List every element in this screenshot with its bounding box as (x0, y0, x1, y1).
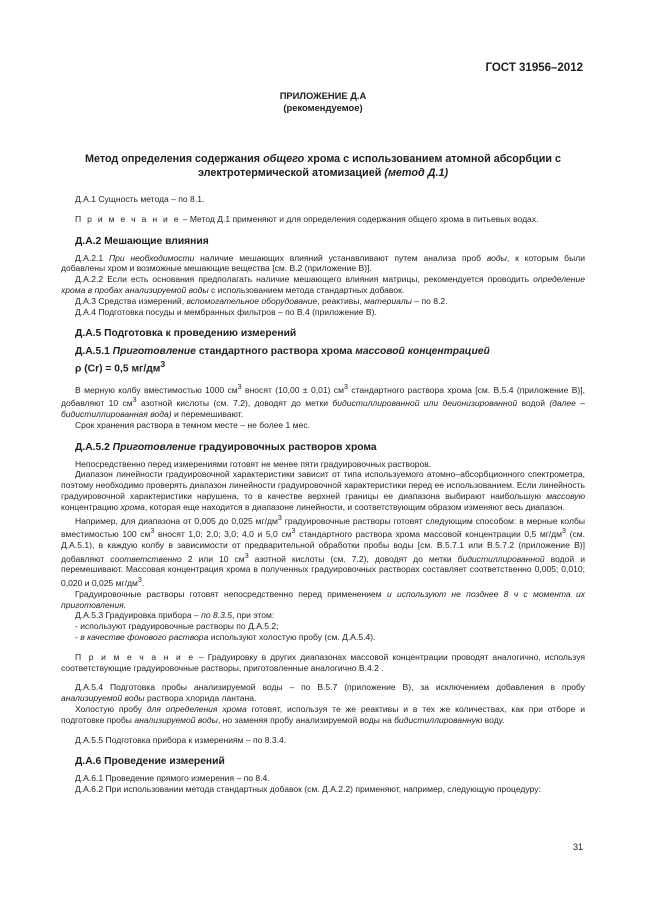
note-2: П р и м е ч а н и е – Градуировку в других диапазонах массовой концентрации проводят аналогично, используя соответствующие градуировочные растворы, приготовленные аналогично В.4.2 . (61, 651, 586, 673)
paragraph-da22: Д.А.2.2 Если есть основания предполагать наличие мешающего влияния матрицы, рекомендуется проводить определение хрома в пробах анализируемой воды с использованием метода стандартных добавок. (61, 274, 585, 295)
annex-heading (0, 90, 646, 114)
paragraph-da52-a: Непосредственно перед измерениями готовят не менее пяти градуировочных растворов. (75, 458, 432, 469)
section-heading-da6: Д.А.6 Проведение измерений (75, 756, 225, 768)
section-heading-da5: Д.А.5 Подготовка к проведению измерений (75, 328, 297, 340)
note-label: П р и м е ч а н и е (75, 213, 181, 224)
section-heading-da52: Д.А.5.2 Приготовление градуировочных растворов хрома (75, 441, 377, 453)
section-heading-da2: Д.А.2 Мешающие влияния (75, 235, 209, 247)
list-item: - в качестве фонового раствора используют холостую пробу (см. Д.А.5.4). (75, 632, 376, 642)
method-title: Метод определения содержания общего хрома с использованием атомной абсорбции с электротермической атомизацией (метод Д.1) (84, 153, 562, 179)
paragraph-da55: Д.А.5.5 Подготовка прибора к измерениям – по 8.3.4. (75, 734, 287, 745)
note-1: П р и м е ч а н и е – Метод Д.1 применяют и для определения содержания общего хрома в питьевых водах. (75, 213, 539, 224)
paragraph-da21: Д.А.2.1 При необходимости наличие мешающих влияний устанавливают путем анализа проб воды, к которым были добавлены хром и возможные мешающие вещества [см. В.2 (приложение В)]. (61, 252, 585, 274)
paragraph-da62: Д.А.6.2 При использовании метода стандартных добавок (см. Д.А.2.2) применяют, например, следующую процедуру: (75, 784, 541, 795)
annex-title: ПРИЛОЖЕНИЕ Д.А (279, 90, 367, 101)
paragraph-blank-sample: Холостую пробу для определения хрома готовят, используя те же реактивы и в тех же количествах, как при отборе и подготовке пробы анализируемой воды, но заменяя пробу анализируемой воды на бидистиллированную воду. (61, 703, 585, 725)
paragraph-da51: В мерную колбу вместимостью 1000 $см^3$ вносят (10,00 ± 0,01) $см^3$ стандартного раствора хрома [см. В.5.4 (приложение В)], добавляют 10 $см^3$ азотной кислоты (см. 7.2), доводят до метки бидистиллированной или деионизированной водой (далее – бидистиллированная вода) и перемешивают. (61, 382, 586, 420)
paragraph-da52-c: Например, для диапазона от 0,005 до 0,025 $мг/дм^3$ градуировочные растворы готовят следующим способом: в мерные колбы вместимостью 100 $см^3$ вносят 1,0; 2,0; 3,0; 4,0 и 5,0 $см^3$ стандартного раствора хрома массовой концентрации 0,5 $мг/дм^3$ (см. Д.А.5.1), в каждую колбу в зависимости от предварительной обработки пробы воды [см. В.5.7.1 или В.5.7.2 (приложение В)] добавляют соответственно 2 или 10 $см^3$ азотной кислоты (см. 7.2), доводят до метки бидистиллированной водой и перемешивают. Массовая концентрация хрома в полученных градуировочных растворах составляет соответственно 0,005; 0,010; 0,020 и 0,025 $мг/дм^3$. (61, 513, 585, 589)
paragraph-da3: Д.А.3 Средства измерений, вспомогательное оборудование, реактивы, материалы – по 8.2. (75, 295, 448, 306)
paragraph-storage: Срок хранения раствора в темном месте – не более 1 мес. (75, 419, 310, 430)
paragraph-da1: Д.А.1 Сущность метода – по 8.1. (75, 194, 205, 204)
paragraph-da53: Д.А.5.3 Градуировка прибора – по 8.3.5, при этом: (75, 610, 275, 621)
paragraph-da4: Д.А.4 Подготовка посуды и мембранных фильтров – по В.4 (приложение В). (75, 306, 377, 317)
section-heading-da51: Д.А.5.1 Приготовление стандартного раствора хрома массовой концентрацией ρ (Cr) = 0,5 $мг/дм^3$ (75, 346, 490, 375)
list-item: - используют градуировочные растворы по Д.А.5.2; (75, 621, 279, 632)
standard-header: ГОСТ 31956–2012 (485, 62, 583, 74)
paragraph-da61: Д.А.6.1 Проведение прямого измерения – по 8.4. (75, 773, 270, 784)
document-body (61, 194, 585, 795)
paragraph-da54: Д.А.5.4 Подготовка пробы анализируемой воды – по В.5.7 (приложение В), за исключением добавления в пробу анализируемой воды раствора хлорида лантана. (61, 682, 585, 704)
paragraph-da52-d: Градуировочные растворы готовят непосредственно перед применением и используют не позднее 8 ч с момента их приготовления. (61, 588, 585, 610)
note-label: П р и м е ч а н и е (75, 651, 195, 662)
page-number: 31 (572, 842, 583, 852)
annex-subtitle: (рекомендуемое) (283, 102, 363, 113)
paragraph-da52-b: Диапазон линейности градуировочной характеристики зависит от типа используемого атомно–абсорбционного спектрометра, поэтому необходимо проверять диапазон линейности градуировочной характеристики перед ее использованием. Если линейность градуировочной характеристики нарушена, то в качестве верхней границы ее диапазона выбирают наибольшую массовую концентрацию хрома, которая еще находится в диапазоне линейности, и соответствующим образом изменяют весь диапазон. (61, 469, 585, 512)
